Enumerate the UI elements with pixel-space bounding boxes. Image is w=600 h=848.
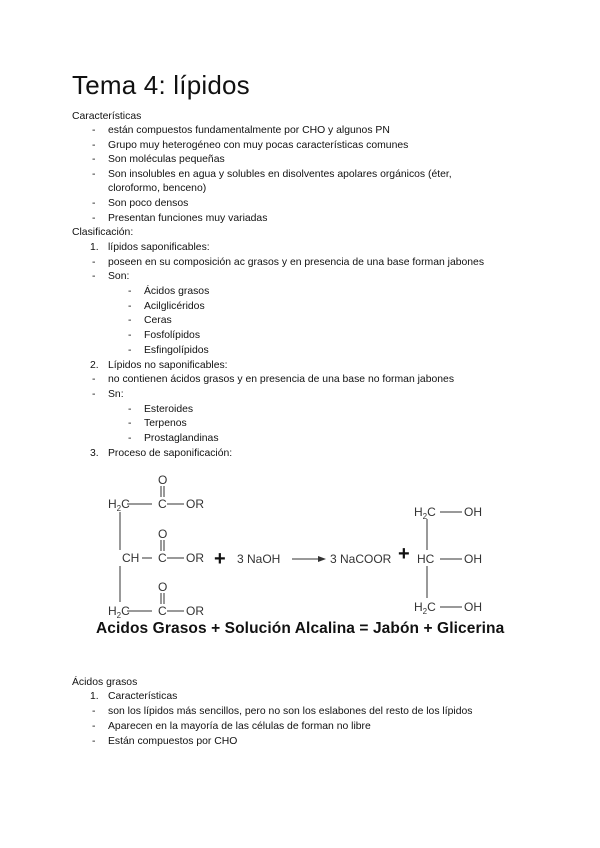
list-item: Lípidos no saponificables:	[108, 360, 228, 371]
bullet-dash: -	[128, 330, 132, 341]
list-item: Están compuestos por CHO	[108, 736, 238, 747]
list-item: Son:	[108, 271, 130, 282]
list-item: Son poco densos	[108, 198, 189, 209]
chem-or: OR	[186, 551, 204, 565]
section-heading-acidos-grasos: Ácidos grasos	[72, 677, 138, 688]
list-item: Ácidos grasos	[144, 286, 210, 297]
chem-or: OR	[186, 604, 204, 618]
list-number: 2.	[90, 360, 99, 371]
chem-c: C	[158, 604, 167, 618]
list-item-continuation: cloroformo, benceno)	[108, 183, 207, 194]
bullet-dash: -	[92, 721, 96, 732]
saponification-diagram	[92, 472, 512, 622]
bullet-dash: -	[92, 140, 96, 151]
arrow-icon	[318, 556, 326, 562]
chem-or: OR	[186, 497, 204, 511]
list-item: no contienen ácidos grasos y en presencia de una base no forman jabones	[108, 374, 455, 385]
chem-h2c: $H_2C$	[108, 604, 130, 620]
list-item: Son moléculas pequeñas	[108, 154, 225, 165]
chem-o: O	[158, 527, 168, 541]
list-number: 1.	[90, 242, 99, 253]
list-item: Son insolubles en agua y solubles en disolventes apolares orgánicos (éter,	[108, 169, 452, 180]
list-item: Esteroides	[144, 404, 194, 415]
bullet-dash: -	[92, 736, 96, 747]
bullet-dash: -	[92, 213, 96, 224]
list-item: Esfingolípidos	[144, 345, 209, 356]
list-item: Acilglicéridos	[144, 301, 205, 312]
bullet-dash: -	[92, 125, 96, 136]
bullet-dash: -	[128, 286, 132, 297]
list-item: Sn:	[108, 389, 124, 400]
list-item: lípidos saponificables:	[108, 242, 210, 253]
bullet-dash: -	[128, 301, 132, 312]
chem-o: O	[158, 580, 168, 594]
list-item: poseen en su composición ac grasos y en presencia de una base forman jabones	[108, 257, 485, 268]
chem-oh: OH	[464, 552, 482, 566]
list-item: Ceras	[144, 315, 172, 326]
bullet-dash: -	[92, 169, 96, 180]
diagram-caption: Acidos Grasos + Solución Alcalina = Jabón + Glicerina	[96, 620, 505, 637]
bullet-dash: -	[128, 404, 132, 415]
list-item: Prostaglandinas	[144, 433, 219, 444]
chem-oh: OH	[464, 600, 482, 614]
bullet-dash: -	[92, 706, 96, 717]
list-item: Terpenos	[144, 418, 187, 429]
chem-c: C	[158, 551, 167, 565]
list-number: 3.	[90, 448, 99, 459]
list-item: son los lípidos más sencillos, pero no son los eslabones del resto de los lípidos	[108, 706, 473, 717]
bullet-dash: -	[92, 257, 96, 268]
bullet-dash: -	[128, 315, 132, 326]
plus-sign: +	[398, 543, 410, 565]
chem-nacoor: 3 NaCOOR	[330, 552, 392, 566]
list-item: Fosfolípidos	[144, 330, 201, 341]
section-heading-clasificacion: Clasificación:	[72, 227, 134, 238]
chem-naoh: 3 NaOH	[237, 552, 281, 566]
bullet-dash: -	[128, 433, 132, 444]
page-title: Tema 4: lípidos	[72, 70, 250, 100]
bullet-dash: -	[92, 389, 96, 400]
chem-h2c: $H_2C$	[414, 600, 436, 616]
chem-hc: HC	[417, 552, 435, 566]
list-item: Proceso de saponificación:	[108, 448, 233, 459]
chem-h2c: $H_2C$	[108, 497, 130, 513]
chem-h2c: $H_2C$	[414, 505, 436, 521]
section-heading-caracteristicas: Características	[72, 111, 142, 122]
list-item: Aparecen en la mayoría de las células de forman no libre	[108, 721, 371, 732]
plus-sign: +	[214, 548, 226, 570]
list-item: están compuestos fundamentalmente por CHO y algunos PN	[108, 125, 390, 136]
chem-oh: OH	[464, 505, 482, 519]
list-item: Presentan funciones muy variadas	[108, 213, 268, 224]
chem-ch: CH	[122, 551, 140, 565]
bullet-dash: -	[92, 154, 96, 165]
list-item: Características	[108, 691, 178, 702]
bullet-dash: -	[92, 198, 96, 209]
bullet-dash: -	[92, 374, 96, 385]
list-number: 1.	[90, 691, 99, 702]
chem-o: O	[158, 473, 168, 487]
chem-c: C	[158, 497, 167, 511]
bullet-dash: -	[128, 418, 132, 429]
bullet-dash: -	[92, 271, 96, 282]
bullet-dash: -	[128, 345, 132, 356]
list-item: Grupo muy heterogéneo con muy pocas características comunes	[108, 140, 409, 151]
